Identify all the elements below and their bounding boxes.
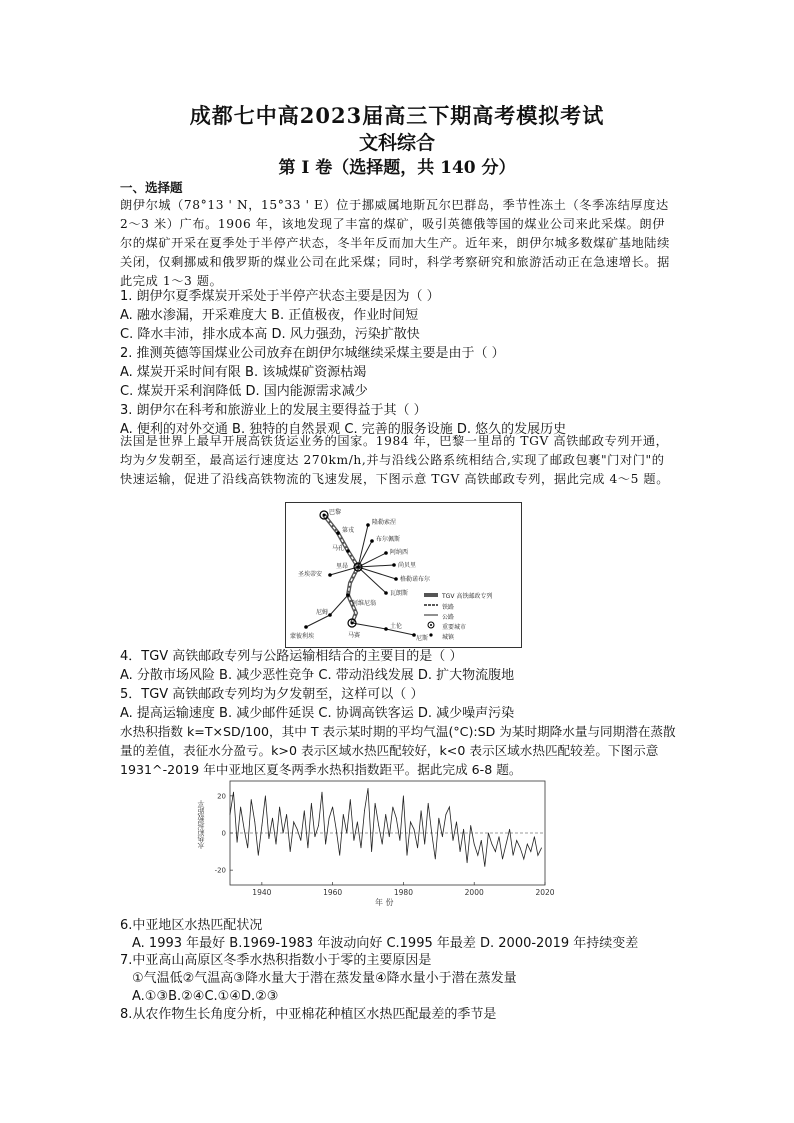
chart-data-point: [403, 795, 404, 796]
chart-data-point: [492, 844, 493, 845]
chart-data-point: [435, 859, 436, 860]
chart-data-point: [244, 829, 245, 830]
chart-data-point: [509, 829, 510, 830]
chart-data-point: [445, 814, 446, 815]
map-city-label: 阿纳西: [390, 549, 409, 556]
question-2-options: A. 煤炭开采时间有限 B. 该城煤矿资源枯竭: [120, 365, 367, 380]
chart-data-point: [541, 847, 542, 848]
chart-data-point: [343, 814, 344, 815]
chart-data-point: [300, 840, 301, 841]
map-city-label: 阿维尼翁: [352, 600, 377, 607]
chart-data-point: [396, 818, 397, 819]
question-1-options-2: C. 降水丰沛，排水成本高 D. 风力强劲，污染扩散快: [120, 327, 420, 342]
chart-data-point: [261, 825, 262, 826]
chart-data-point: [502, 859, 503, 860]
chart-data-point: [368, 788, 369, 789]
chart-data-point: [286, 814, 287, 815]
chart-svg: [200, 775, 555, 910]
question-7-options: A.①③B.②④C.①④D.②③: [132, 989, 279, 1004]
chart-x-tick-label: 1960: [323, 888, 343, 897]
chart-data-point: [357, 821, 358, 822]
chart-data-point: [484, 866, 485, 867]
question-7-items: ①气温低②气温高③降水量大于潜在蒸发量④降水量小于潜在蒸发量: [132, 971, 517, 986]
chart-data-point: [456, 821, 457, 822]
chart-data-point: [460, 851, 461, 852]
exam-title: 成都七中高2023届高三下期高考模拟考试: [189, 103, 605, 128]
chart-data-point: [499, 836, 500, 837]
chart-data-point: [523, 859, 524, 860]
chart-data-point: [265, 795, 266, 796]
map-city-label: 布尔佩斯: [376, 536, 401, 543]
map-city-label: 尼姆: [316, 609, 329, 616]
chart-data-point: [424, 844, 425, 845]
question-7-stem: 7.中亚高山高原区冬季水热积指数小于零的主要原因是: [120, 953, 432, 968]
chart-data-point: [467, 862, 468, 863]
chart-y-tick-label: 0: [221, 829, 226, 838]
chart-y-tick-label: -20: [214, 866, 226, 875]
chart-data-point: [453, 840, 454, 841]
chart-data-point: [279, 807, 280, 808]
map-city-label: 格勒诺布尔: [400, 576, 431, 583]
chart-data-point: [399, 840, 400, 841]
chart-data-point: [325, 844, 326, 845]
chart-data-point: [311, 803, 312, 804]
map-city-label: 隆勒索涅: [372, 519, 397, 526]
chart-data-point: [322, 792, 323, 793]
chart-data-point: [488, 833, 489, 834]
chart-data-point: [474, 844, 475, 845]
chart-x-tick-label: 2000: [464, 888, 484, 897]
chart-data-point: [538, 855, 539, 856]
chart-data-point: [251, 799, 252, 800]
chart-x-tick-label: 2020: [535, 888, 555, 897]
question-5-options: A. 提高运输速度 B. 减少邮件延误 C. 协调高铁客运 D. 减少噪声污染: [120, 706, 515, 721]
chart-data-point: [392, 807, 393, 808]
chart-y-tick-label: 20: [217, 792, 226, 801]
map-legend-item: 公路: [442, 614, 455, 621]
chart-data-point: [477, 855, 478, 856]
chart-data-point: [375, 803, 376, 804]
chart-data-point: [449, 807, 450, 808]
chart-data-point: [230, 814, 231, 815]
chart-data-point: [332, 807, 333, 808]
chart-data-point: [297, 829, 298, 830]
map-city-label: 马赛: [348, 632, 361, 639]
chart-data-point: [247, 847, 248, 848]
chart-data-point: [293, 821, 294, 822]
map-city-label: 尼斯: [416, 635, 429, 642]
chart-data-point: [389, 836, 390, 837]
question-6-stem: 6.中亚地区水热匹配状况: [120, 918, 263, 933]
chart-data-point: [254, 821, 255, 822]
chart-data-point: [527, 844, 528, 845]
chart-data-point: [463, 829, 464, 830]
chart-data-point: [315, 836, 316, 837]
map-city-label: 第戎: [342, 527, 355, 534]
chart-data-point: [350, 799, 351, 800]
chart-data-point: [258, 855, 259, 856]
chart-data-point: [283, 833, 284, 834]
chart-data-point: [307, 847, 308, 848]
passage-1: 朗伊尔城（78°13 ' N，15°33 ' E）位于挪威属地斯瓦尔巴群岛，季节性冻土（冬季冻结厚度达 2～3 米）广布。1906 年，该地发现了丰富的煤矿，吸引英德俄等国的煤业公司来此采煤。朗伊尔的煤矿开采在夏季处于半停产状态，冬半年反而加大生产。近年来，朗伊尔城多数煤矿基地陆续关闭，仅剩挪威和俄罗斯的煤业公司在此采煤；同时，科学考察研究和旅游活动正在急速增长。据此完成 1～3 题。: [120, 198, 670, 288]
chart-data-point: [470, 825, 471, 826]
chart-data-point: [304, 810, 305, 811]
chart-data-point: [378, 825, 379, 826]
map-legend-item: 铁路: [442, 604, 455, 611]
exam-subtitle: 文科综合: [358, 132, 435, 154]
chart-data-point: [237, 842, 238, 843]
chart-data-point: [410, 821, 411, 822]
chart-data-point: [346, 833, 347, 834]
question-6-options: A. 1993 年最好 B.1969-1983 年波动向好 C.1995 年最差 D. 2000-2019 年持续变差: [132, 936, 639, 951]
chart-data-point: [414, 829, 415, 830]
chart-data-point: [481, 840, 482, 841]
passage-3: 水热积指数 k=T×SD/100，其中 T 表示某时期的平均气温(°C):SD 为某时期降水量与同期潜在蒸散量的差值，表征水分盈亏。k>0 表示区域水热匹配较好，k<0 表示区域水热匹配较差。下图示意 1931^-2019 年中亚地区夏冬两季水热积指数距平。据此完成 6-8 题。: [120, 724, 676, 777]
chart-series-line: [230, 788, 542, 866]
map-legend-item: 重要城市: [442, 624, 467, 631]
chart-data-point: [364, 810, 365, 811]
chart-x-tick-label: 1940: [252, 888, 272, 897]
chart-x-axis-label: 年 份: [375, 898, 394, 907]
question-2-stem: 2. 推测英德等国煤业公司放弃在朗伊尔城继续采煤主要是由于（ ）: [120, 346, 505, 361]
chart-data-point: [353, 840, 354, 841]
question-8-stem: 8.从农作物生长角度分析，中亚棉花种植区水热匹配最差的季节是: [120, 1007, 497, 1022]
question-3-stem: 3. 朗伊尔在科考和旅游业上的发展主要得益于其（ ）: [120, 403, 427, 418]
question-1-options: A. 融水渗漏，开采难度大 B. 正值极夜，作业时间短: [120, 308, 419, 323]
chart-data-point: [385, 814, 386, 815]
map-city-label: 巴黎: [329, 509, 342, 516]
chart-data-point: [240, 807, 241, 808]
question-4-options: A. 分散市场风险 B. 减少恶性竞争 C. 带动沿线发展 D. 扩大物流腹地: [120, 668, 515, 683]
chart-data-point: [233, 792, 234, 793]
chart-data-point: [530, 851, 531, 852]
chart-data-point: [516, 840, 517, 841]
question-4-stem: 4．TGV 高铁邮政专列与公路运输相结合的主要目的是（ ）: [120, 649, 463, 664]
map-city-label: 瓦朗斯: [390, 590, 409, 597]
chart-data-point: [269, 838, 270, 839]
map-legend-item: TGV 高铁邮政专列: [442, 593, 493, 600]
chart-data-point: [272, 818, 273, 819]
tgv-route-map: [285, 502, 522, 648]
chart-data-point: [534, 836, 535, 837]
chart-data-point: [382, 844, 383, 845]
chart-data-point: [495, 851, 496, 852]
map-city-label: 里昂: [336, 563, 349, 570]
chart-data-point: [442, 836, 443, 837]
chart-data-point: [421, 810, 422, 811]
chart-data-point: [520, 847, 521, 848]
chart-data-point: [339, 855, 340, 856]
water-heat-index-chart: [200, 775, 555, 910]
map-city-label: 圣埃蒂安: [298, 571, 323, 578]
map-city-label: 尚贝里: [398, 562, 417, 569]
chart-data-point: [417, 847, 418, 848]
passage-2: 法国是世界上最早开展高铁货运业务的国家。1984 年，巴黎一里昂的 TGV 高铁邮政专列开通，均为夕发朝至，最高运行速度达 270km/h,并与沿线公路系统相结合,实现了邮政包裹"门对门"的快速运输，促进了沿线高铁物流的飞速发展，下图示意 TGV 高铁邮政专列，据此完成 4～5 题。: [120, 434, 669, 486]
map-city-label: 蒙彼利埃: [290, 633, 315, 640]
chart-data-point: [438, 818, 439, 819]
map-legend-item: 城镇: [442, 634, 455, 641]
chart-data-point: [318, 825, 319, 826]
chart-data-point: [513, 855, 514, 856]
chart-data-point: [431, 833, 432, 834]
question-3-options: A. 便利的对外交通 B. 独特的自然景观 C. 完善的服务设施 D. 悠久的发展历史: [120, 422, 567, 437]
chart-data-point: [276, 844, 277, 845]
section-label: 一、选择题: [120, 180, 183, 195]
chart-data-point: [361, 847, 362, 848]
chart-x-tick-label: 1980: [393, 888, 413, 897]
chart-data-point: [290, 851, 291, 852]
chart-data-point: [428, 803, 429, 804]
chart-y-axis-label: 水热积指数距平: [197, 800, 205, 849]
chart-data-point: [407, 855, 408, 856]
map-city-label: 土伦: [390, 623, 403, 630]
question-2-options-2: C. 煤炭开采利润降低 D. 国内能源需求减少: [120, 384, 368, 399]
question-5-stem: 5．TGV 高铁邮政专列均为夕发朝至，这样可以（ ）: [120, 687, 424, 702]
chart-data-point: [371, 851, 372, 852]
map-city-label: 马孔: [332, 545, 345, 552]
chart-data-point: [336, 829, 337, 830]
question-1-stem: 1. 朗伊尔夏季煤炭开采处于半停产状态主要是因为（ ）: [120, 289, 440, 304]
chart-data-point: [329, 818, 330, 819]
chart-data-point: [506, 844, 507, 845]
exam-volume: 第 I 卷（选择题，共 140 分）: [278, 158, 516, 178]
